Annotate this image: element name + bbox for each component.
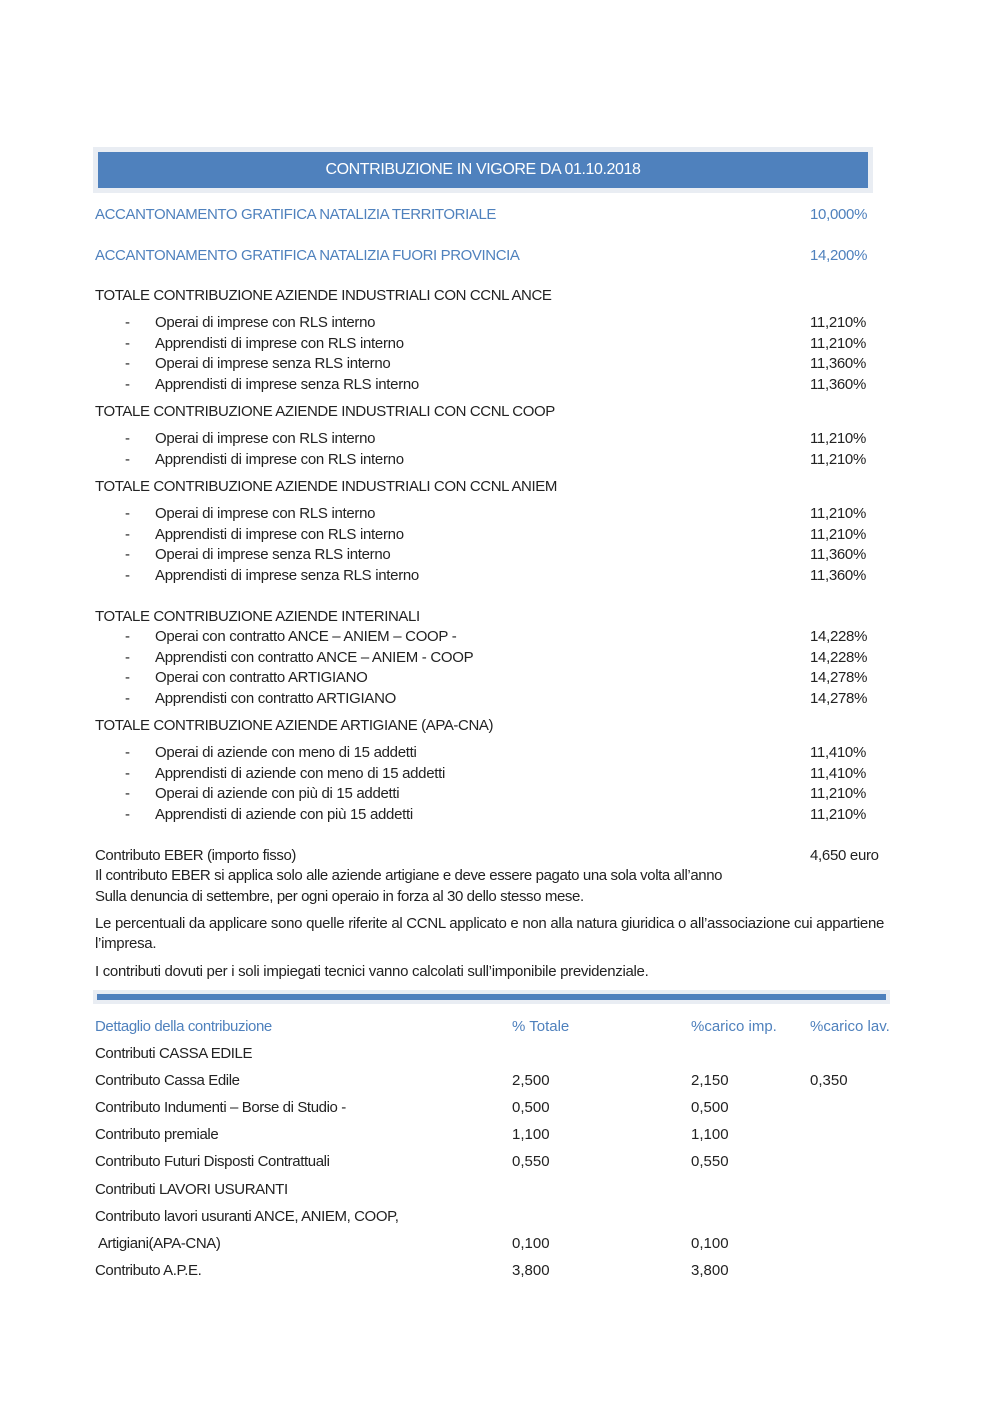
list-item-label: Operai di aziende con più di 15 addetti	[155, 785, 400, 802]
list-item-value: 11,210%	[810, 505, 867, 522]
detail-header-carico-lav: %carico lav.	[810, 1018, 890, 1035]
table-cell-totale: 0,100	[512, 1235, 550, 1252]
list-bullet: -	[125, 765, 130, 782]
section-title-artigiane: TOTALE CONTRIBUZIONE AZIENDE ARTIGIANE (APA-CNA)	[95, 717, 494, 734]
detail-header-totale: % Totale	[512, 1018, 570, 1035]
table-row-label: Artigiani(APA-CNA)	[95, 1235, 221, 1252]
list-bullet: -	[125, 649, 130, 666]
list-item-value: 11,210%	[810, 451, 867, 468]
list-item-value: 14,278%	[810, 690, 868, 707]
table-row-label: Contributo Indumenti – Borse di Studio -	[95, 1099, 346, 1116]
accantonamento-territoriale-label: ACCANTONAMENTO GRATIFICA NATALIZIA TERRITORIALE	[95, 206, 496, 223]
note-impiegati-tecnici: I contributi dovuti per i soli impiegati tecnici vanno calcolati sull’imponibile previdenziale.	[95, 963, 649, 980]
list-item-value: 11,210%	[810, 335, 867, 352]
table-row-label: Contributo premiale	[95, 1126, 219, 1143]
table-cell-carico-imp: 0,100	[691, 1235, 729, 1252]
list-item-label: Operai di imprese senza RLS interno	[155, 546, 391, 563]
divider-frame	[93, 990, 890, 1004]
list-item-value: 11,210%	[810, 806, 867, 823]
list-item-label: Operai di imprese senza RLS interno	[155, 355, 391, 372]
table-row-label: Contributo A.P.E.	[95, 1262, 202, 1279]
list-item-value: 14,278%	[810, 669, 868, 686]
list-item-label: Apprendisti con contratto ANCE – ANIEM - COOP	[155, 649, 474, 666]
list-item-label: Operai con contratto ARTIGIANO	[155, 669, 368, 686]
table-row-label: Contributo Futuri Disposti Contrattuali	[95, 1153, 330, 1170]
table-cell-carico-imp: 0,500	[691, 1099, 729, 1116]
table-cell-totale: 0,550	[512, 1153, 550, 1170]
table-cell-carico-imp: 3,800	[691, 1262, 729, 1279]
title-banner: CONTRIBUZIONE IN VIGORE DA 01.10.2018	[98, 152, 868, 188]
list-bullet: -	[125, 546, 130, 563]
table-row-label: Contributi LAVORI USURANTI	[95, 1181, 288, 1198]
list-item-value: 11,210%	[810, 430, 867, 447]
list-item-label: Operai di imprese con RLS interno	[155, 505, 376, 522]
list-bullet: -	[125, 376, 130, 393]
table-cell-totale: 3,800	[512, 1262, 550, 1279]
table-cell-totale: 1,100	[512, 1126, 550, 1143]
table-cell-carico-lav: 0,350	[810, 1072, 848, 1089]
list-item-value: 11,410%	[810, 765, 867, 782]
list-bullet: -	[125, 744, 130, 761]
list-item-value: 11,360%	[810, 567, 867, 584]
table-cell-carico-imp: 2,150	[691, 1072, 729, 1089]
list-bullet: -	[125, 314, 130, 331]
accantonamento-fuori-provincia-value: 14,200%	[810, 247, 868, 264]
list-item-label: Operai con contratto ANCE – ANIEM – COOP -	[155, 628, 457, 645]
section-title-coop: TOTALE CONTRIBUZIONE AZIENDE INDUSTRIALI CON CCNL COOP	[95, 403, 555, 420]
table-cell-carico-imp: 1,100	[691, 1126, 729, 1143]
list-item-value: 11,210%	[810, 526, 867, 543]
detail-header-description: Dettaglio della contribuzione	[95, 1018, 272, 1035]
list-bullet: -	[125, 567, 130, 584]
table-cell-totale: 0,500	[512, 1099, 550, 1116]
list-item-value: 11,360%	[810, 355, 867, 372]
list-bullet: -	[125, 451, 130, 468]
list-bullet: -	[125, 355, 130, 372]
list-item-label: Operai di aziende con meno di 15 addetti	[155, 744, 417, 761]
table-row-label: Contributo Cassa Edile	[95, 1072, 240, 1089]
list-item-label: Apprendisti di aziende con meno di 15 addetti	[155, 765, 446, 782]
list-item-value: 14,228%	[810, 649, 868, 666]
eber-value: 4,650 euro	[810, 847, 879, 864]
table-cell-totale: 2,500	[512, 1072, 550, 1089]
list-item-label: Apprendisti di imprese senza RLS interno	[155, 567, 419, 584]
eber-note-line-1: Il contributo EBER si applica solo alle aziende artigiane e deve essere pagato una sola volta all’anno	[95, 867, 723, 884]
list-item-value: 11,410%	[810, 744, 867, 761]
section-title-aniem: TOTALE CONTRIBUZIONE AZIENDE INDUSTRIALI CON CCNL ANIEM	[95, 478, 557, 495]
note-ccnl: Le percentuali da applicare sono quelle riferite al CCNL applicato e non alla natura giuridica o all’associazione cui appartiene l’impresa.	[95, 915, 885, 952]
list-bullet: -	[125, 505, 130, 522]
list-bullet: -	[125, 785, 130, 802]
table-cell-carico-imp: 0,550	[691, 1153, 729, 1170]
list-item-label: Apprendisti di imprese con RLS interno	[155, 335, 404, 352]
divider	[97, 994, 886, 1000]
list-bullet: -	[125, 628, 130, 645]
section-title-interinali: TOTALE CONTRIBUZIONE AZIENDE INTERINALI	[95, 608, 420, 625]
title-banner-frame	[93, 147, 873, 193]
list-item-label: Apprendisti di imprese con RLS interno	[155, 451, 404, 468]
list-bullet: -	[125, 526, 130, 543]
list-bullet: -	[125, 669, 130, 686]
list-item-value: 11,210%	[810, 785, 867, 802]
table-row-label: Contributi CASSA EDILE	[95, 1045, 253, 1062]
list-bullet: -	[125, 806, 130, 823]
list-bullet: -	[125, 690, 130, 707]
list-item-label: Operai di imprese con RLS interno	[155, 430, 376, 447]
detail-header-carico-imp: %carico imp.	[691, 1018, 777, 1035]
accantonamento-territoriale-value: 10,000%	[810, 206, 868, 223]
eber-note-line-2: Sulla denuncia di settembre, per ogni operaio in forza al 30 dello stesso mese.	[95, 888, 584, 905]
list-item-value: 14,228%	[810, 628, 868, 645]
section-title-ance: TOTALE CONTRIBUZIONE AZIENDE INDUSTRIALI CON CCNL ANCE	[95, 287, 552, 304]
list-item-label: Apprendisti di aziende con più 15 addetti	[155, 806, 413, 823]
list-item-label: Apprendisti di imprese con RLS interno	[155, 526, 404, 543]
list-item-label: Operai di imprese con RLS interno	[155, 314, 376, 331]
list-item-label: Apprendisti di imprese senza RLS interno	[155, 376, 419, 393]
list-item-label: Apprendisti con contratto ARTIGIANO	[155, 690, 397, 707]
list-bullet: -	[125, 335, 130, 352]
table-row-label: Contributo lavori usuranti ANCE, ANIEM, COOP,	[95, 1208, 399, 1225]
list-item-value: 11,210%	[810, 314, 867, 331]
list-item-value: 11,360%	[810, 376, 867, 393]
list-item-value: 11,360%	[810, 546, 867, 563]
eber-label: Contributo EBER (importo fisso)	[95, 847, 297, 864]
accantonamento-fuori-provincia-label: ACCANTONAMENTO GRATIFICA NATALIZIA FUORI PROVINCIA	[95, 247, 520, 264]
list-bullet: -	[125, 430, 130, 447]
